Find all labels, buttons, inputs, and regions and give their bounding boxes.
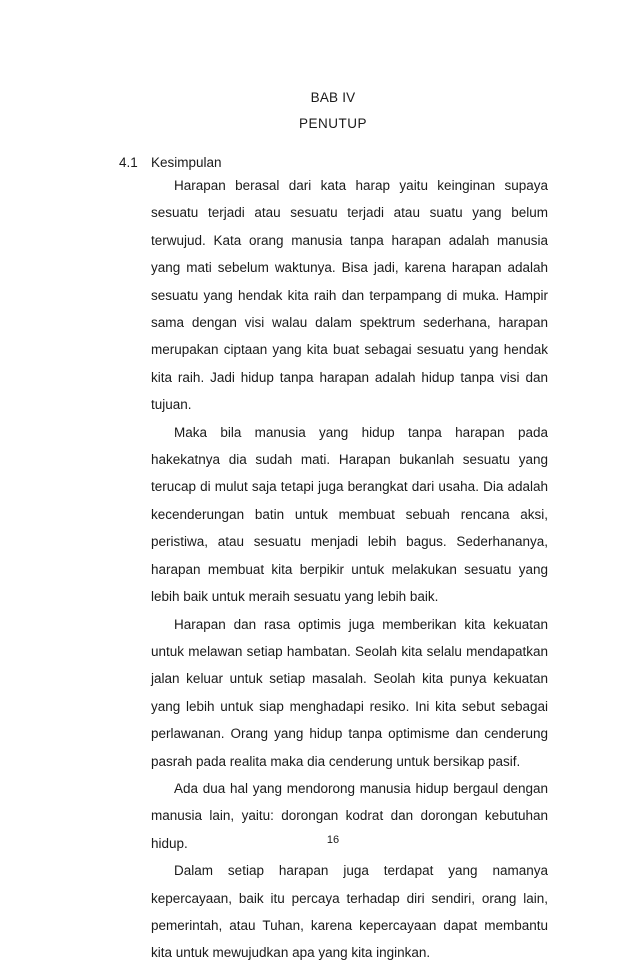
page-number: 16 [326,834,340,846]
paragraph: Dalam setiap harapan juga terdapat yang namanya kepercayaan, baik itu percaya terhadap diri sendiri, orang lain, pemerintah, atau Tuhan, karena kepercayaan dapat membantu kita untuk mewujudkan apa yang kita inginkan. [151,863,548,961]
section-number: 4.1 [119,155,138,170]
paragraph: Harapan berasal dari kata harap yaitu keinginan supaya sesuatu terjadi atau sesuatu terjadi atau suatu yang belum terwujud. Kata orang manusia tanpa harapan adalah manusia yang mati sebelum waktunya. Bisa jadi, karena harapan adalah sesuatu yang hendak kita raih dan terpampang di muka. Hampir sama dengan visi walau dalam spektrum sederhana, harapan merupakan ciptaan yang kita buat sebagai sesuatu yang hendak kita raih. Jadi hidup tanpa harapan adalah hidup tanpa visi dan tujuan. [151,178,548,413]
paragraph: Ada dua hal yang mendorong manusia hidup bergaul dengan manusia lain, yaitu: dorongan kodrat dan dorongan kebutuhan hidup. [151,780,548,851]
paragraph: Harapan dan rasa optimis juga memberikan kita kekuatan untuk melawan setiap hambatan. Seolah kita selalu mendapatkan jalan keluar untuk setiap masalah. Seolah kita punya kekuatan yang lebih untuk siap menghadapi resiko. Ini kita sebut sebagai perlawanan. Orang yang hidup tanpa optimisme dan cenderung pasrah pada realita maka dia cenderung untuk bersikap pasif. [151,616,548,769]
paragraph: Maka bila manusia yang hidup tanpa harapan pada hakekatnya dia sudah mati. Harapan bukanlah sesuatu yang terucap di mulut saja tetapi juga berangkat dari usaha. Dia adalah kecenderungan batin untuk membuat sebuah rencana aksi, peristiwa, atau sesuatu menjadi lebih bagus. Sederhananya, harapan membuat kita berpikir untuk melakukan sesuatu yang lebih baik untuk meraih sesuatu yang lebih baik. [151,424,548,605]
chapter-title: PENUTUP [298,116,367,131]
chapter-number: BAB IV [310,90,356,105]
section-title: Kesimpulan [151,155,222,170]
body-text [151,172,548,967]
